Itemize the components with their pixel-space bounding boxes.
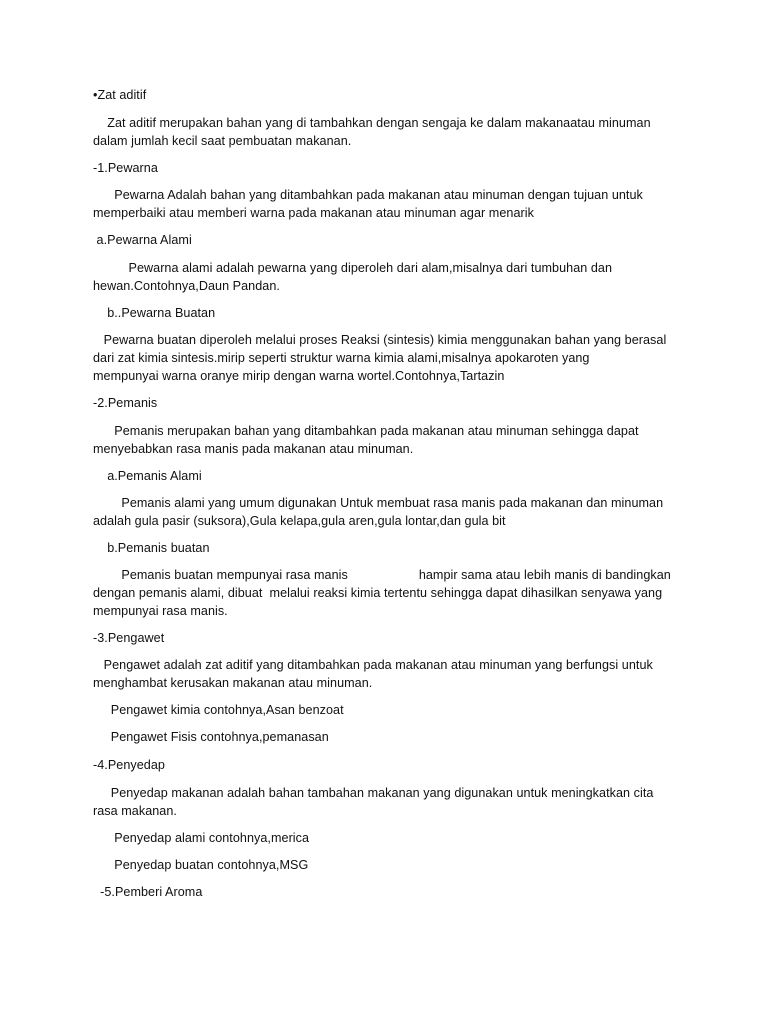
paragraph-line: hewan.Contohnya,Daun Pandan.	[93, 279, 280, 293]
heading-pengawet: -3.Pengawet	[93, 631, 165, 645]
section-title-zat-aditif: •Zat aditif	[93, 88, 147, 102]
example-line: Penyedap alami contohnya,merica	[93, 831, 310, 845]
example-line: Pengawet Fisis contohnya,pemanasan	[93, 730, 329, 744]
paragraph-line: Pemanis merupakan bahan yang ditambahkan pada makanan atau minuman sehingga dapat	[93, 424, 639, 438]
paragraph-line: menghambat kerusakan makanan atau minuman.	[93, 676, 373, 690]
paragraph-line: Pengawet adalah zat aditif yang ditambahkan pada makanan atau minuman yang berfungsi untuk	[93, 658, 653, 672]
paragraph-line: Pemanis alami yang umum digunakan Untuk membuat rasa manis pada makanan dan minuman	[93, 496, 664, 510]
heading-pewarna: -1.Pewarna	[93, 161, 158, 175]
paragraph-line: adalah gula pasir (suksora),Gula kelapa,gula aren,gula lontar,dan gula bit	[93, 514, 506, 528]
example-line: Penyedap buatan contohnya,MSG	[93, 858, 309, 872]
paragraph-line: Pewarna alami adalah pewarna yang diperoleh dari alam,misalnya dari tumbuhan dan	[93, 261, 613, 275]
paragraph-line: Zat aditif merupakan bahan yang di tambahkan dengan sengaja ke dalam makanaatau minuman	[93, 116, 651, 130]
paragraph-line: Pewarna buatan diperoleh melalui proses Reaksi (sintesis) kimia menggunakan bahan yang berasal	[93, 333, 667, 347]
subheading-pemanis-buatan: b.Pemanis buatan	[93, 541, 210, 555]
paragraph-line: rasa makanan.	[93, 804, 177, 818]
paragraph-line: mempunyai warna oranye mirip dengan warna wortel.Contohnya,Tartazin	[93, 369, 505, 383]
paragraph-line: memperbaiki atau memberi warna pada makanan atau minuman agar menarik	[93, 206, 534, 220]
subheading-pewarna-alami: a.Pewarna Alami	[93, 233, 192, 247]
heading-penyedap: -4.Penyedap	[93, 758, 165, 772]
paragraph-line: Pemanis buatan mempunyai rasa manis hampir sama atau lebih manis di bandingkan	[93, 568, 671, 582]
example-line: Pengawet kimia contohnya,Asan benzoat	[93, 703, 344, 717]
heading-pemanis: -2.Pemanis	[93, 396, 158, 410]
heading-pemberi-aroma: -5.Pemberi Aroma	[93, 885, 203, 899]
paragraph-line: Pewarna Adalah bahan yang ditambahkan pada makanan atau minuman dengan tujuan untuk	[93, 188, 643, 202]
subheading-pewarna-buatan: b..Pewarna Buatan	[93, 306, 216, 320]
paragraph-line: Penyedap makanan adalah bahan tambahan makanan yang digunakan untuk meningkatkan cita	[93, 786, 654, 800]
subheading-pemanis-alami: a.Pemanis Alami	[93, 469, 202, 483]
paragraph-line: mempunyai rasa manis.	[93, 604, 228, 618]
paragraph-line: dari zat kimia sintesis.mirip seperti struktur warna kimia alami,misalnya apokaroten yang	[93, 351, 590, 365]
paragraph-line: dalam jumlah kecil saat pembuatan makanan.	[93, 134, 352, 148]
paragraph-line: dengan pemanis alami, dibuat melalui reaksi kimia tertentu sehingga dapat dihasilkan senyawa yang	[93, 586, 663, 600]
paragraph-line: menyebabkan rasa manis pada makanan atau minuman.	[93, 442, 414, 456]
